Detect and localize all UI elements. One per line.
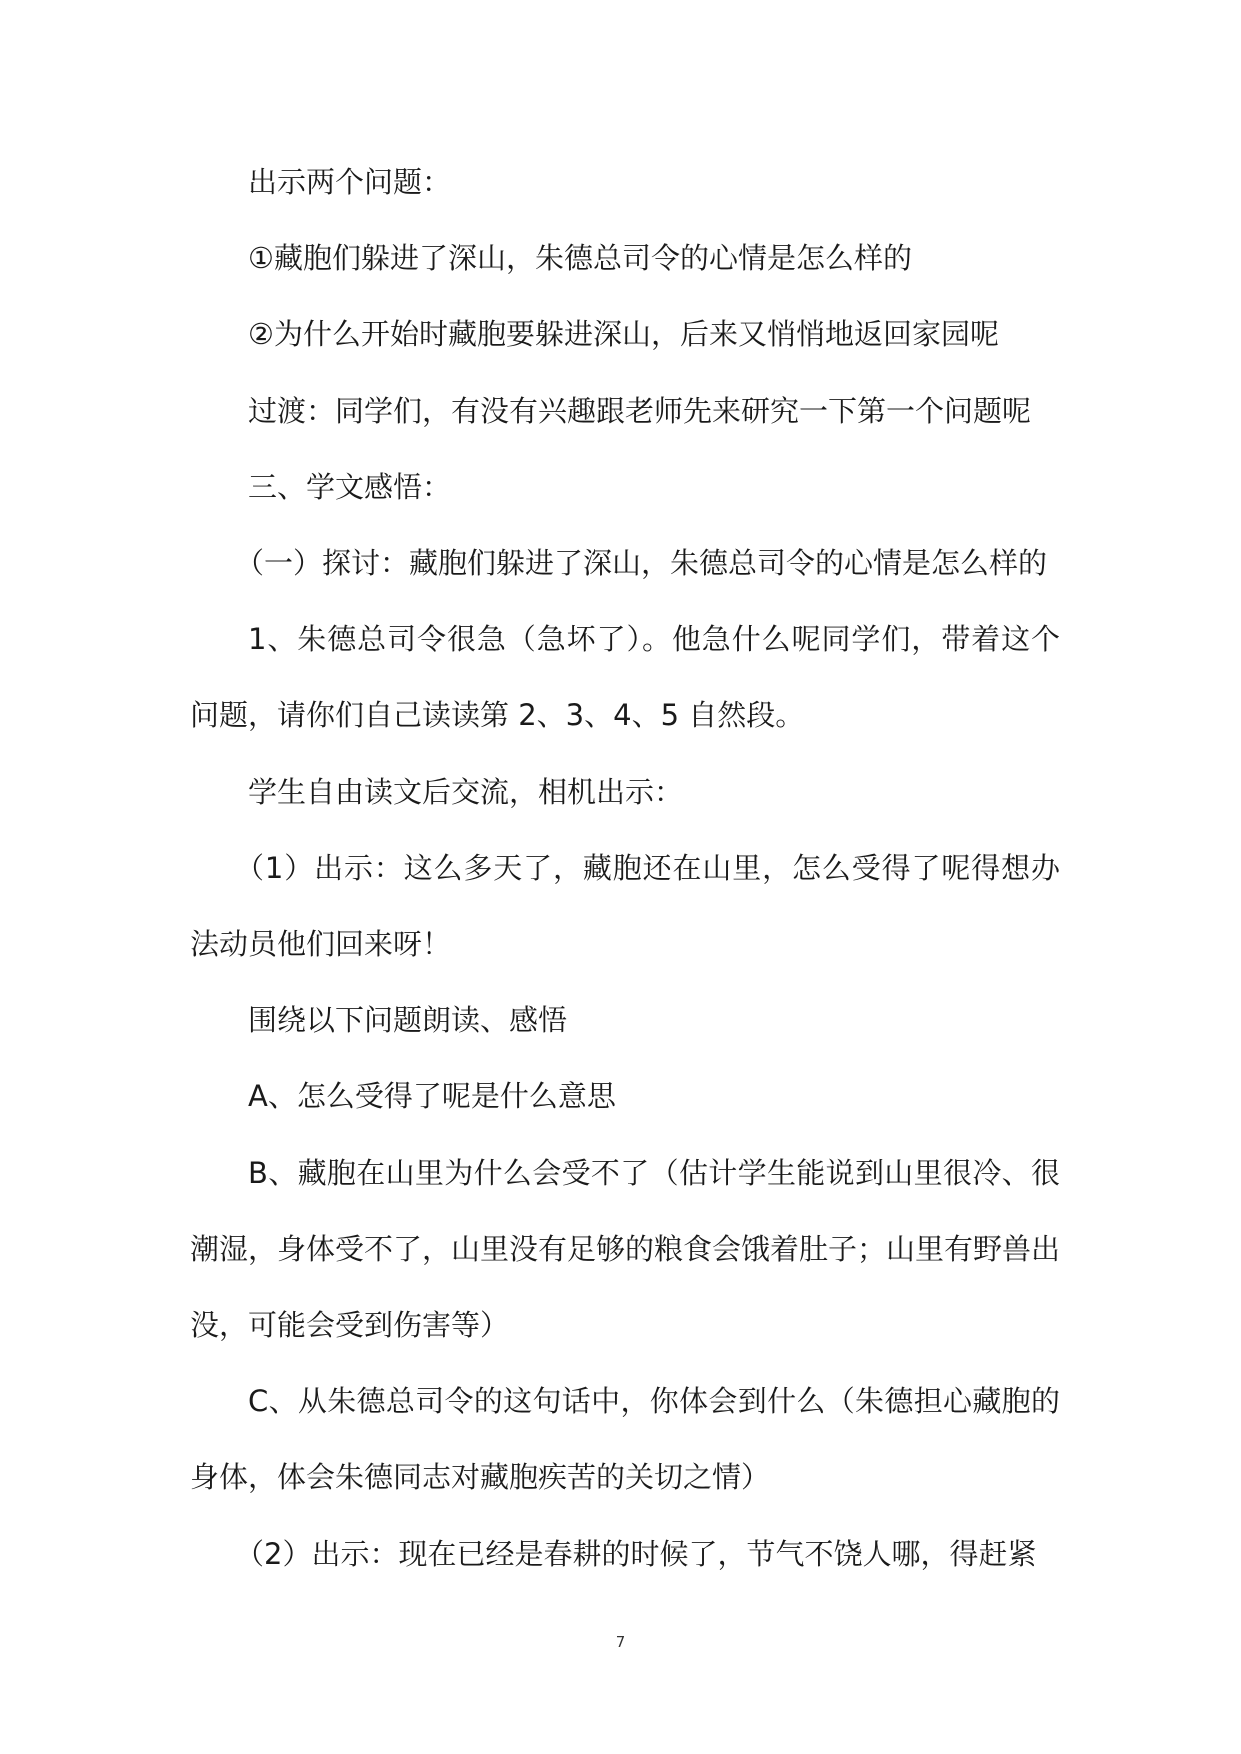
paragraph: ①藏胞们躲进了深山，朱德总司令的心情是怎么样的 [248,241,912,276]
list-item: B、藏胞在山里为什么会受不了（估计学生能说到山里很冷、很潮湿，身体受不了，山里没有足够的粮食会饿着肚子；山里有野兽出没，可能会受到伤害等） [190,1155,1061,1343]
section-heading: 三、学文感悟： [248,469,452,504]
paragraph: （1）出示：这么多天了，藏胞还在山里，怎么受得了呢得想办法动员他们回来呀！ [190,850,1060,962]
paragraph: 学生自由读文后交流，相机出示： [248,774,684,809]
paragraph: 围绕以下问题朗读、感悟 [248,1003,568,1038]
page-number: 7 [615,1633,626,1651]
paragraph: 1、朱德总司令很急（急坏了）。他急什么呢同学们，带着这个问题，请你们自己读读第 2、3、4、5 自然段。 [190,622,1060,733]
subsection-heading: （一）探讨：藏胞们躲进了深山，朱德总司令的心情是怎么样的 [235,546,1048,581]
paragraph: 出示两个问题： [248,165,452,199]
paragraph: ②为什么开始时藏胞要躲进深山，后来又悄悄地返回家园呢 [248,317,999,352]
document-body [190,144,1060,1592]
list-item: C、从朱德总司令的这句话中，你体会到什么（朱德担心藏胞的身体，体会朱德同志对藏胞疾苦的关切之情） [190,1384,1060,1495]
paragraph: （2）出示：现在已经是春耕的时候了，节气不饶人哪，得赶紧 [235,1536,1037,1571]
list-item: A、怎么受得了呢是什么意思 [248,1079,616,1114]
paragraph: 过渡：同学们，有没有兴趣跟老师先来研究一下第一个问题呢 [248,393,1032,428]
